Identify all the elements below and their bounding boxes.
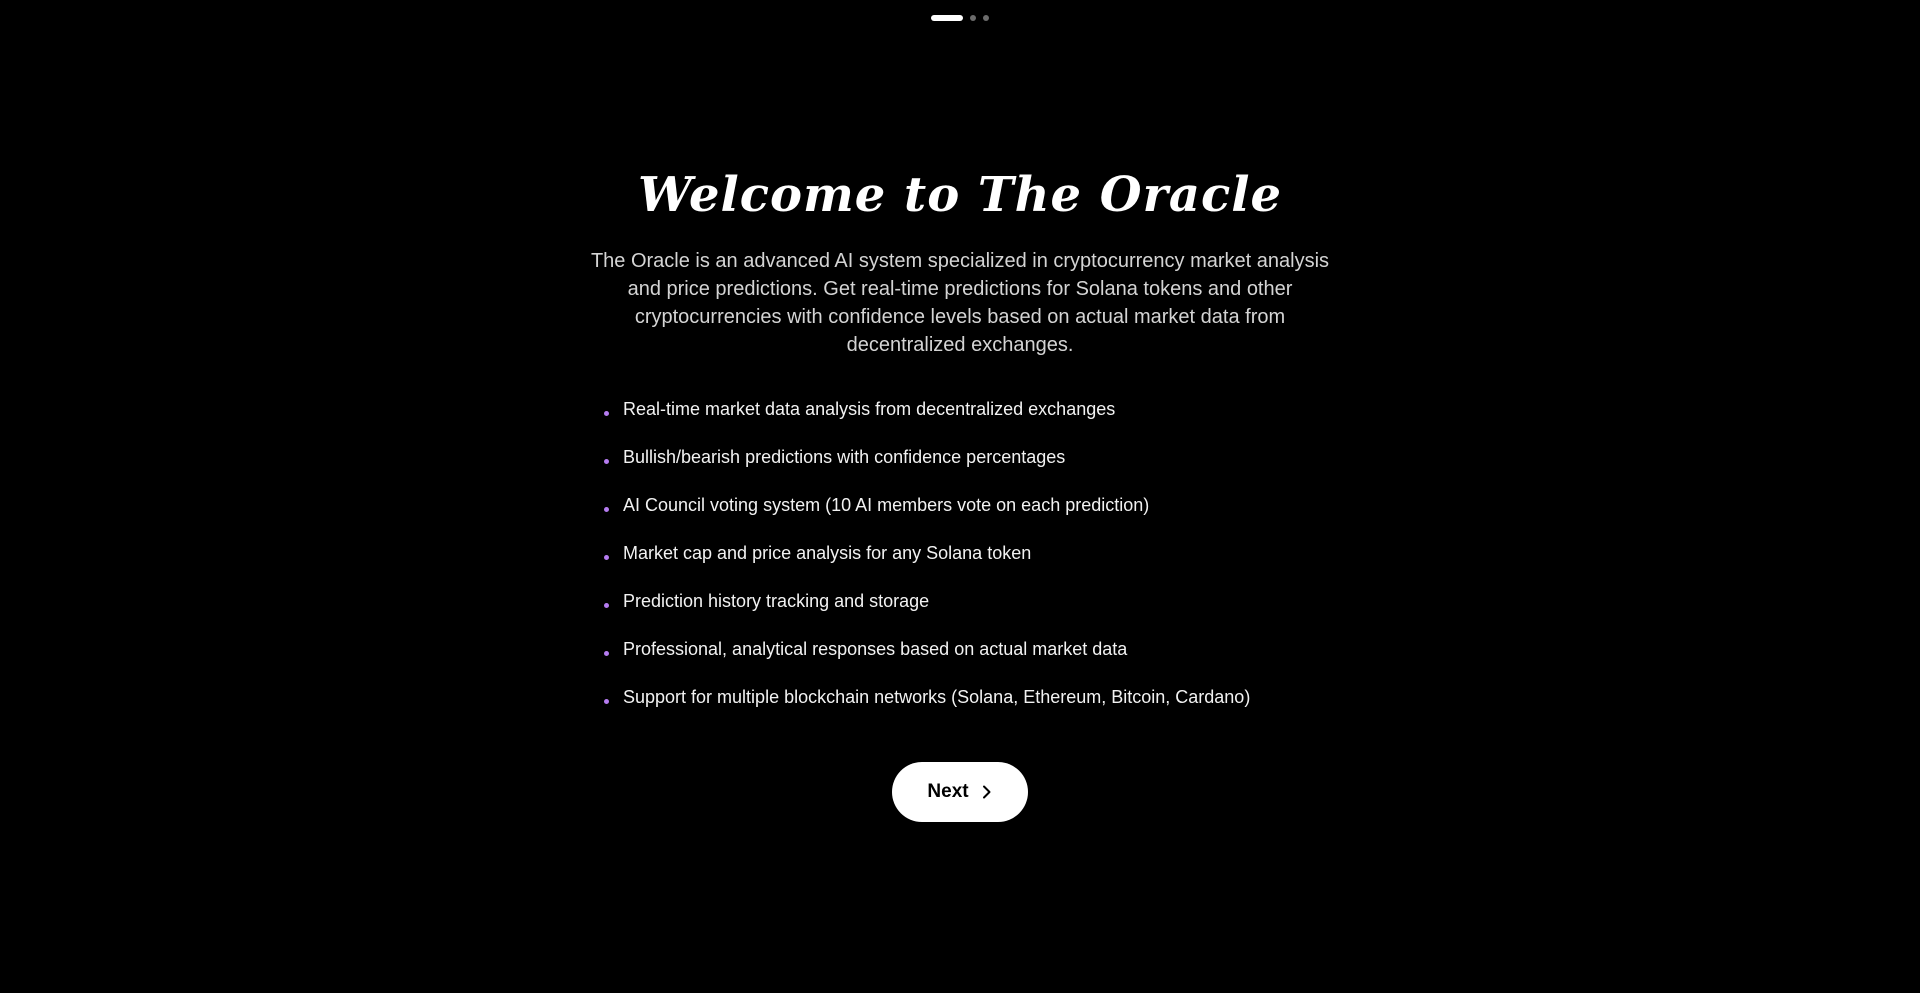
page-title: Welcome to The Oracle bbox=[637, 167, 1282, 223]
feature-text: Bullish/bearish predictions with confidence percentages bbox=[623, 446, 1066, 467]
list-item bbox=[600, 529, 1300, 577]
bullet-icon bbox=[604, 459, 609, 464]
bullet-icon bbox=[604, 651, 609, 656]
progress-step-1[interactable] bbox=[931, 15, 963, 21]
bullet-icon bbox=[604, 555, 609, 560]
bullet-icon bbox=[604, 411, 609, 416]
next-button-label: Next bbox=[927, 781, 969, 802]
bullet-icon bbox=[604, 603, 609, 608]
list-item bbox=[600, 433, 1300, 481]
intro-description: The Oracle is an advanced AI system specialized in cryptocurrency market analysis and price predictions. Get real-time predictions for Solana tokens and other cryptocurrencies with confidence levels based on actual market data from decentralized exchanges. bbox=[590, 250, 1330, 356]
feature-text: Professional, analytical responses based on actual market data bbox=[623, 638, 1128, 659]
list-item bbox=[600, 577, 1300, 625]
list-item bbox=[600, 673, 1300, 721]
chevron-right-icon bbox=[981, 785, 993, 799]
feature-list bbox=[600, 385, 1300, 721]
feature-text: AI Council voting system (10 AI members vote on each prediction) bbox=[623, 494, 1150, 515]
bullet-icon bbox=[604, 507, 609, 512]
step-progress-indicator bbox=[0, 15, 1920, 21]
feature-text: Market cap and price analysis for any Solana token bbox=[623, 542, 1032, 563]
bullet-icon bbox=[604, 699, 609, 704]
progress-step-3[interactable] bbox=[983, 15, 989, 21]
progress-step-2[interactable] bbox=[970, 15, 976, 21]
feature-text: Prediction history tracking and storage bbox=[623, 590, 930, 611]
next-button[interactable] bbox=[892, 762, 1028, 822]
feature-text: Real-time market data analysis from decentralized exchanges bbox=[623, 398, 1116, 419]
list-item bbox=[600, 481, 1300, 529]
welcome-panel bbox=[0, 165, 1920, 822]
feature-text: Support for multiple blockchain networks (Solana, Ethereum, Bitcoin, Cardano) bbox=[623, 686, 1251, 707]
list-item bbox=[600, 385, 1300, 433]
list-item bbox=[600, 625, 1300, 673]
